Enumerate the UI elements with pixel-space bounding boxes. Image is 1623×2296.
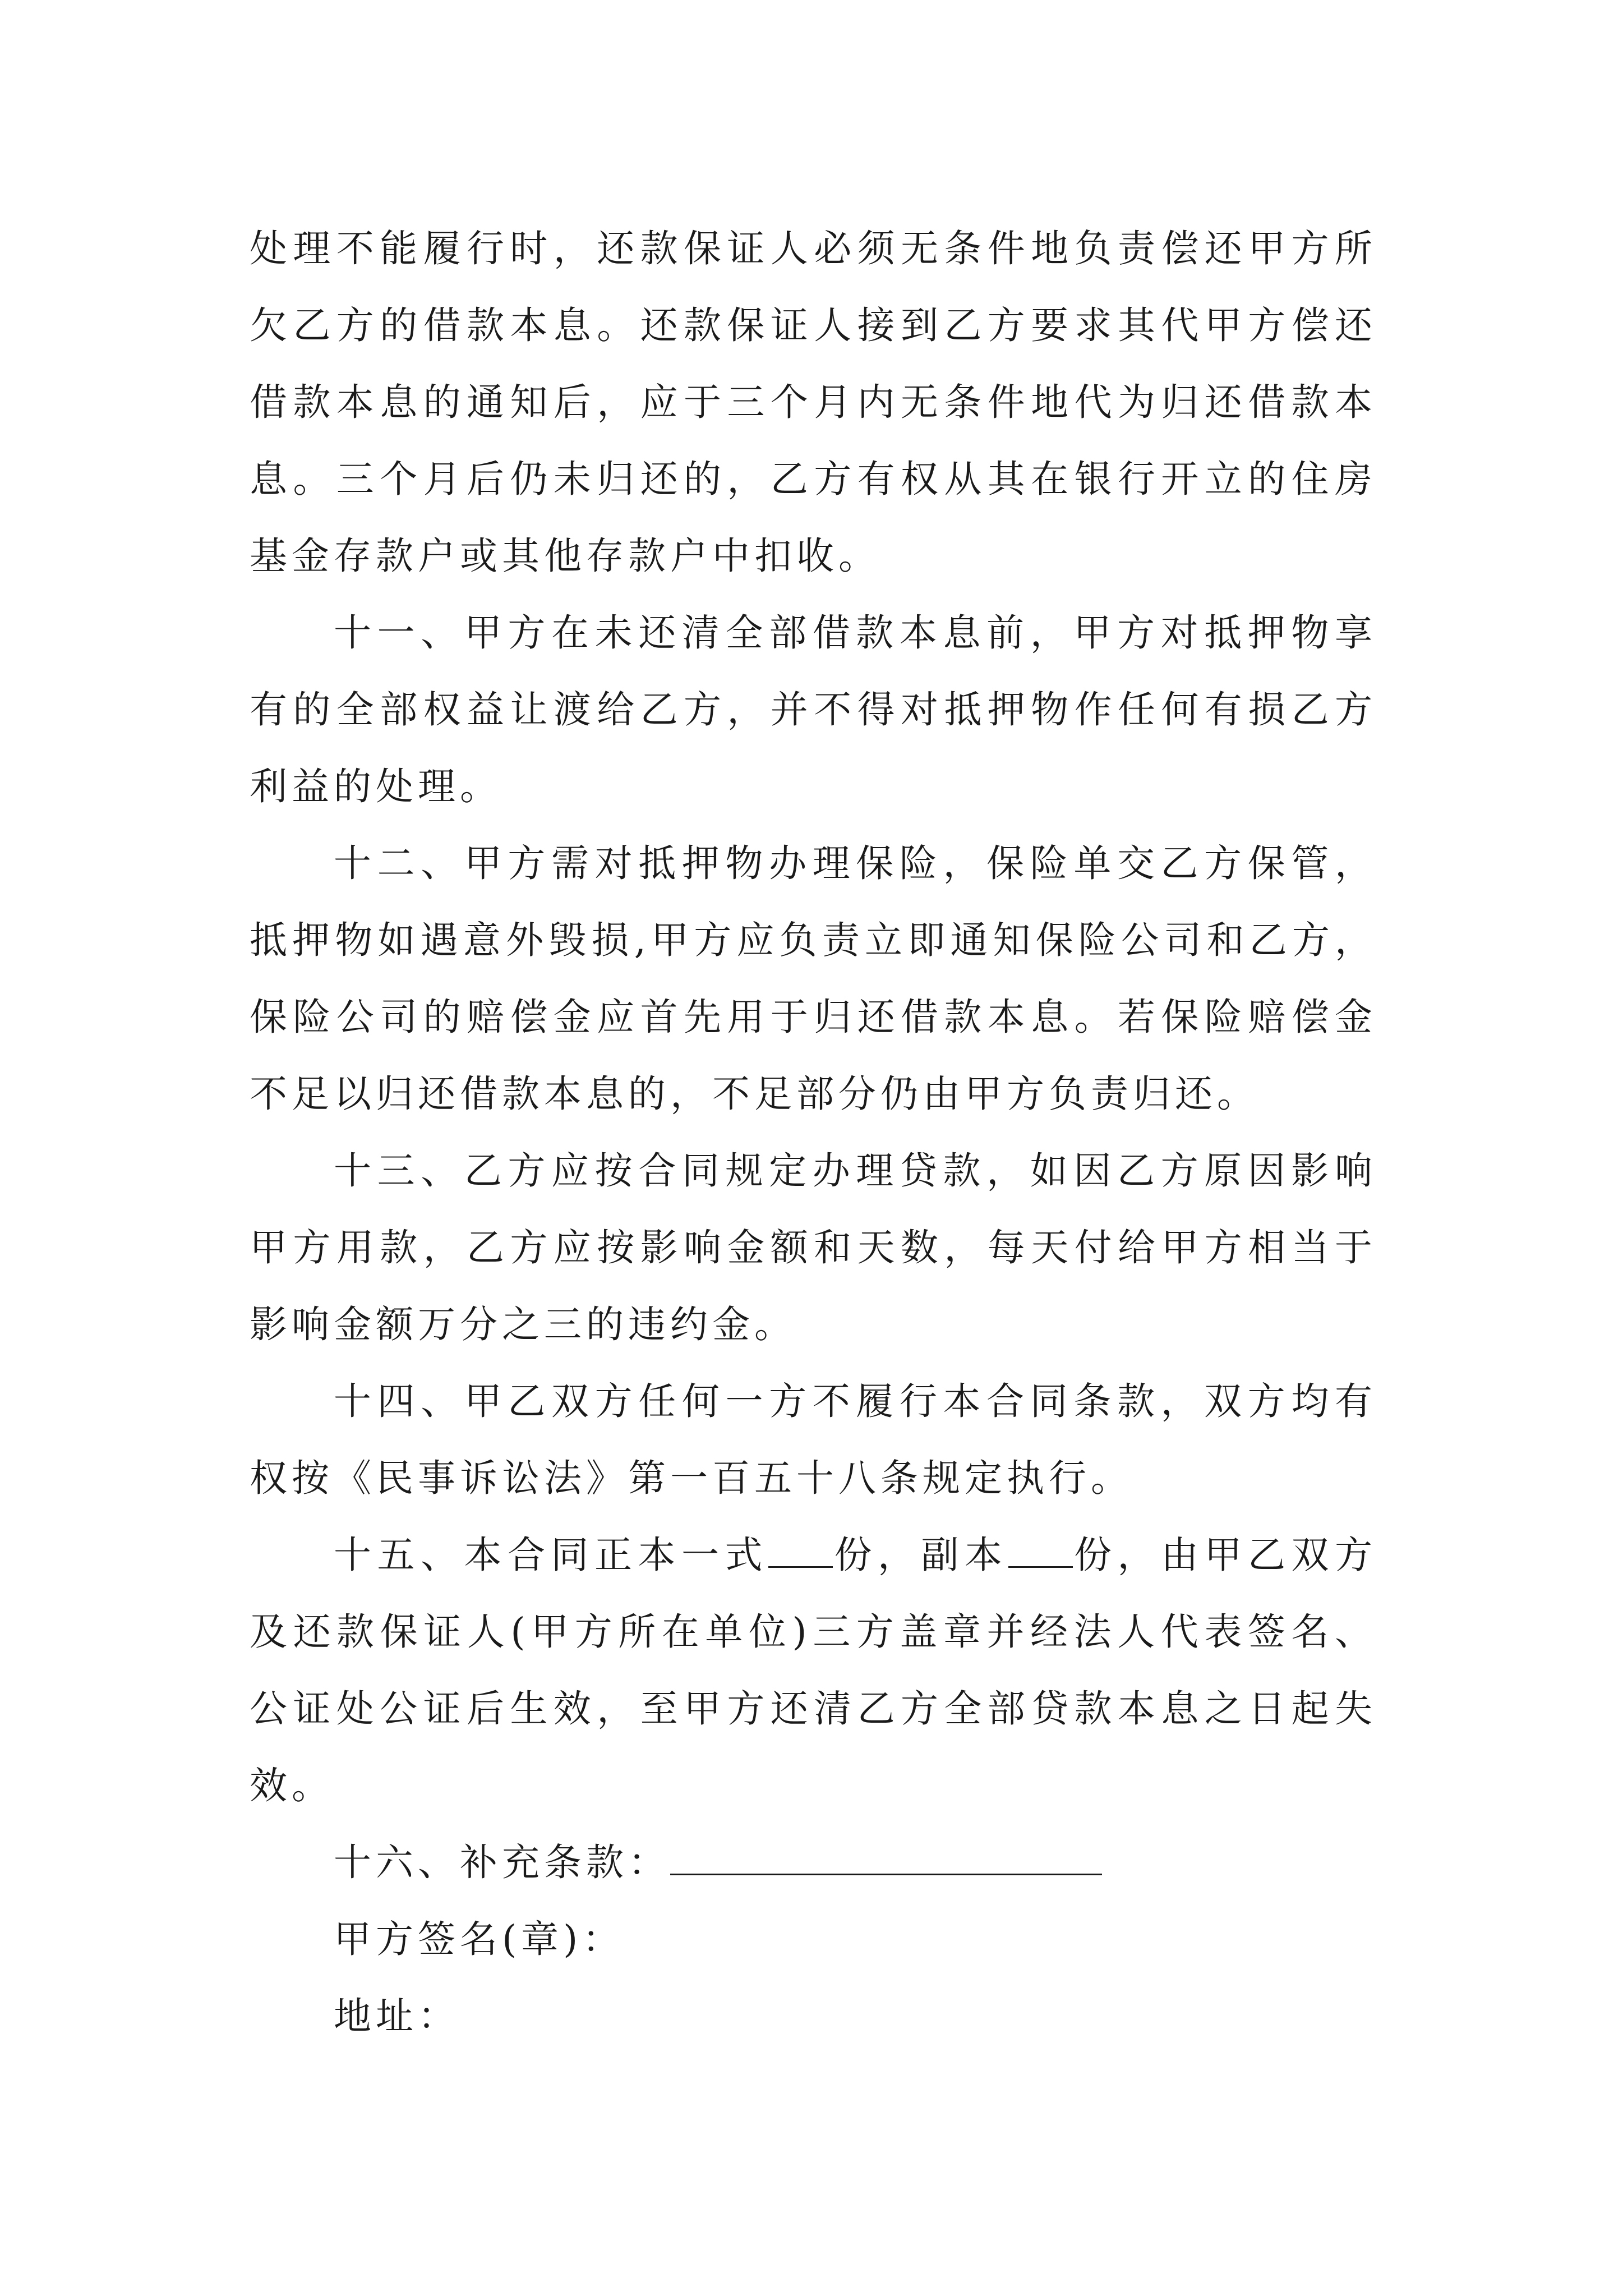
document-body <box>250 210 1377 2055</box>
paragraph-clause-15 <box>250 1517 1377 1824</box>
clause-15-text-part3: 份，由甲乙双方及还款保证人(甲方所在单位)三方盖章并经法人代表签名、公证处公证后生效，至甲方还清乙方全部贷款本息之日起失效。 <box>250 1533 1377 1807</box>
clause-15-text-part1: 十五、本合同正本一式 <box>334 1533 768 1577</box>
address-label: 地址： <box>334 1994 460 2038</box>
clause-16-line <box>250 1824 1377 1901</box>
paragraph-clause-13: 十三、乙方应按合同规定办理贷款，如因乙方原因影响甲方用款，乙方应按影响金额和天数，每天付给甲方相当于影响金额万分之三的违约金。 <box>250 1149 1377 1346</box>
clause-16-label: 十六、补充条款： <box>334 1841 670 1884</box>
clause-15-text-part2: 份，副本 <box>833 1533 1008 1577</box>
paragraph-clause-14: 十四、甲乙双方任何一方不履行本合同条款，双方均有权按《民事诉讼法》第一百五十八条规定执行。 <box>250 1379 1377 1500</box>
original-copies-blank <box>768 1533 833 1568</box>
party-a-signature-label: 甲方签名(章)： <box>334 1917 625 1961</box>
supplementary-terms-blank <box>670 1840 1102 1875</box>
paragraph-clause-11: 十一、甲方在未还清全部借款本息前，甲方对抵押物享有的全部权益让渡给乙方，并不得对抵押物作任何有损乙方利益的处理。 <box>250 611 1377 808</box>
paragraph-clause-12: 十二、甲方需对抵押物办理保险，保险单交乙方保管，抵押物如遇意外毁损,甲方应负责立即通知保险公司和乙方，保险公司的赔偿金应首先用于归还借款本息。若保险赔偿金不足以归还借款本息的，不足部分仍由甲方负责归还。 <box>250 841 1377 1116</box>
paragraph-guarantor-continuation: 处理不能履行时，还款保证人必须无条件地负责偿还甲方所欠乙方的借款本息。还款保证人接到乙方要求其代甲方偿还借款本息的通知后，应于三个月内无条件地代为归还借款本息。三个月后仍未归还的，乙方有权从其在银行开立的住房基金存款户或其他存款户中扣收。 <box>250 227 1377 578</box>
duplicate-copies-blank <box>1008 1533 1073 1568</box>
